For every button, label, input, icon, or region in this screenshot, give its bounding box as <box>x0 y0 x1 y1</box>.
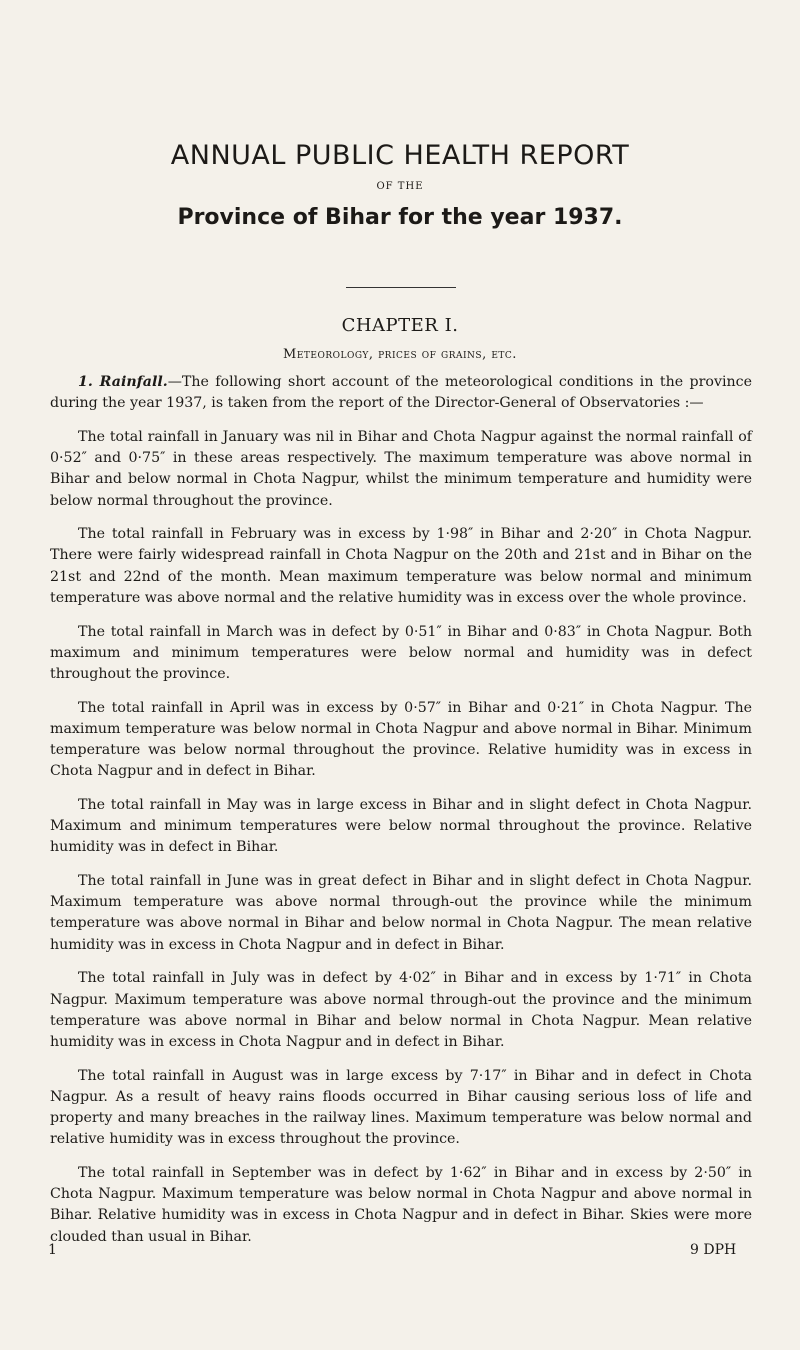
report-body <box>50 372 752 1260</box>
paragraph-july: The total rainfall in July was in defect by 4·02″ in Bihar and in excess by 1·71″ in Chota Nagpur. Maximum temperature was above normal through-out the province and the minimum temperature was above normal in Bihar and below normal in Chota Nagpur. Mean relative humidity was in excess in Chota Nagpur and in defect in Bihar. <box>50 970 752 1050</box>
paragraph-may: The total rainfall in May was in large excess in Bihar and in slight defect in Chota Nagpur. Maximum and minimum temperatures were below normal throughout the province. Relative humidity was in defect in Bihar. <box>50 796 752 856</box>
paragraph-september: The total rainfall in September was in defect by 1·62″ in Bihar and in excess by 2·50″ in Chota Nagpur. Maximum temperature was below normal in Chota Nagpur and above normal in Bihar. Relative humidity was in excess in Chota Nagpur and in defect in Bihar. Skies were more clouded than usual in Bihar. <box>50 1165 752 1245</box>
section-intro-paragraph <box>50 372 752 414</box>
paragraph-march: The total rainfall in March was in defect by 0·51″ in Bihar and 0·83″ in Chota Nagpur. Both maximum and minimum temperatures were below normal and humidity was in defect throughout the province. <box>50 623 752 682</box>
report-subtitle: Province of Bihar for the year 1937. <box>177 205 623 230</box>
paragraph-january: The total rainfall in January was nil in Bihar and Chota Nagpur against the normal rainfall of 0·52″ and 0·75″ in these areas respectively. The maximum temperature was above normal in Bihar and below normal in Chota Nagpur, whilst the minimum temperature and humidity were below normal throughout the province. <box>50 428 752 509</box>
paragraph-june: The total rainfall in June was in great defect in Bihar and in slight defect in Chota Nagpur. Maximum temperature was above normal through-out the province while the minimum temperature was above normal in Bihar and below normal in Chota Nagpur. The mean relative humidity was in excess in Chota Nagpur and in defect in Bihar. <box>50 873 752 953</box>
print-code: 9 DPH <box>690 1242 737 1258</box>
paragraph-april: The total rainfall in April was in excess by 0·57″ in Bihar and 0·21″ in Chota Nagpur. The maximum temperature was below normal in Chota Nagpur and above normal in Bihar. Minimum temperature was below normal throughout the province. Relative humidity was in excess in Chota Nagpur and in defect in Bihar. <box>50 699 752 780</box>
divider-rule <box>346 287 456 288</box>
report-title: ANNUAL PUBLIC HEALTH REPORT <box>170 140 630 171</box>
page-number: 1 <box>48 1242 57 1258</box>
section-intro-text: —The following short account of the meteorological conditions in the province during the year 1937, is taken from the report of the Director-General of Observatories :— <box>50 374 752 412</box>
chapter-heading: CHAPTER I. <box>341 315 459 336</box>
of-the-label: OF THE <box>376 181 424 192</box>
section-heading <box>78 374 168 390</box>
paragraph-february: The total rainfall in February was in excess by 1·98″ in Bihar and 2·20″ in Chota Nagpur. There were fairly widespread rainfall in Chota Nagpur on the 20th and 21st and in Bihar on the 21st and 22nd of the month. Mean maximum temperature was below normal and minimum temperature was above normal and the relative humidity was in excess over the whole province. <box>50 526 752 606</box>
section-name: Rainfall. <box>99 374 168 390</box>
paragraph-august: The total rainfall in August was in large excess by 7·17″ in Bihar and in defect in Chota Nagpur. As a result of heavy rains floods occurred in Bihar causing serious loss of life and property and many breaches in the railway lines. Maximum temperature was below normal and relative humidity was in excess throughout the province. <box>50 1067 752 1148</box>
chapter-subheading: Meteorology, prices of grains, etc. <box>283 347 517 362</box>
section-number: 1. <box>78 374 93 390</box>
